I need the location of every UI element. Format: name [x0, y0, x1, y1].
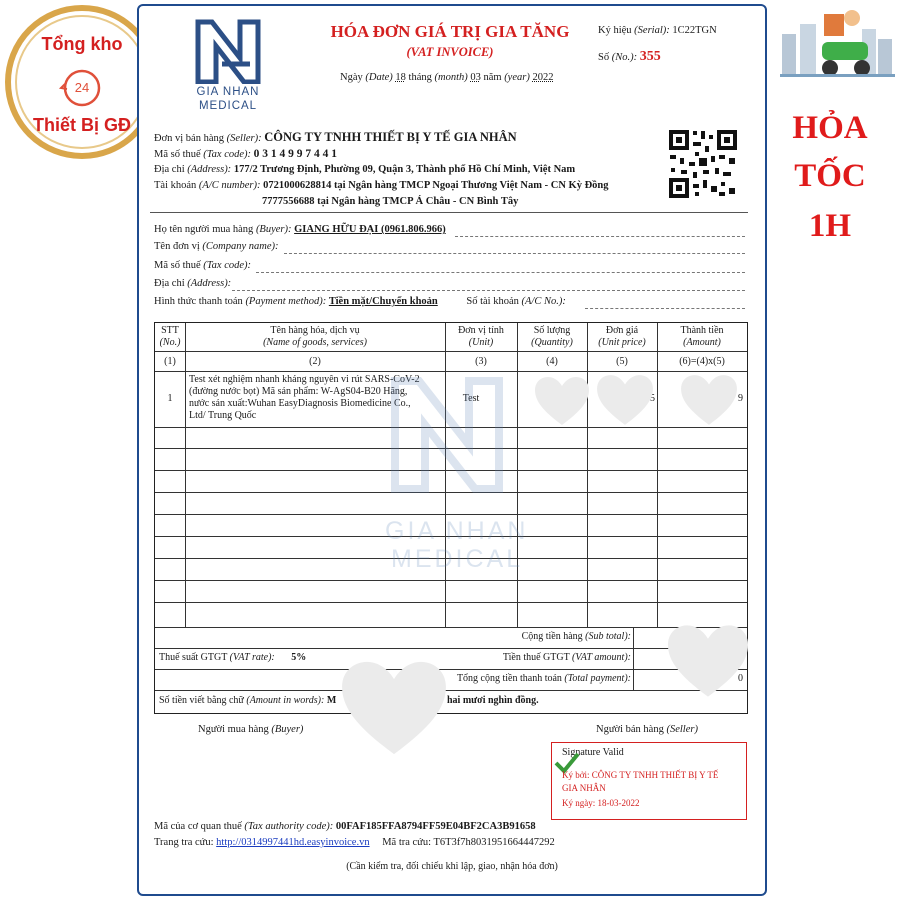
badge-24: 24: [74, 80, 90, 95]
buyer-address-line: [232, 290, 745, 291]
invoice-number: Số (No.): 355: [598, 49, 661, 64]
digital-signature-box: [551, 742, 747, 820]
header-name: Tên hàng hóa, dịch vụ (Name of goods, services): [263, 325, 367, 348]
total-label: Tổng cộng tiền thanh toán (Total payment):: [456, 673, 631, 684]
badge-line1: Tổng kho: [41, 34, 123, 54]
index-4: (4): [546, 356, 558, 367]
qr-code-icon: [667, 128, 739, 200]
invoice-title: HÓA ĐƠN GIÁ TRỊ GIA TĂNG: [330, 22, 570, 41]
col-line: [587, 323, 588, 627]
invoice-date: Ngày (Date) 18 tháng (month) 03 năm (year) 2022: [340, 72, 554, 83]
index-3: (3): [475, 356, 487, 367]
index-1: (1): [164, 356, 176, 367]
privacy-heart-icon: [338, 658, 450, 758]
item-amount: 9: [738, 393, 743, 404]
buyer-tax-row: Mã số thuế (Tax code):: [154, 260, 252, 271]
delivery-icon: [780, 4, 895, 89]
lookup-link[interactable]: http://0314997441hd.easyinvoice.vn: [216, 837, 370, 848]
item-stt: 1: [167, 393, 173, 404]
buyer-name-row: Họ tên người mua hàng (Buyer): GIANG HỮU ĐẠI (0961.806.966): [154, 224, 446, 235]
header-amount: Thành tiền (Amount): [680, 325, 724, 348]
lookup-row: Trang tra cứu: http://0314997441hd.easyinvoice.vn Mã tra cứu: T6T3f7h8031951664447292: [154, 837, 555, 848]
row-line: [155, 580, 747, 581]
vat-amount-label: Tiền thuế GTGT (VAT amount):: [502, 652, 631, 663]
row-line: [155, 627, 747, 628]
amount-in-words: Số tiền viết bằng chữ (Amount in words): M: [159, 695, 337, 706]
total-value: 0: [738, 673, 743, 684]
signed-date: Ký ngày: 18-03-2022: [562, 798, 640, 808]
signed-by-line1: Ký bởi: CÔNG TY TNHH THIẾT BỊ Y TẾ: [562, 770, 719, 780]
col-line: [185, 323, 186, 627]
watermark-line2: MEDICAL: [391, 545, 524, 573]
buyer-account-line: [585, 308, 745, 309]
item-unit: Test: [462, 393, 480, 404]
header-stt: STT (No.): [159, 325, 181, 348]
amount-in-words-tail: hai mươi nghìn đồng.: [447, 695, 539, 706]
item-price: 5: [650, 393, 655, 404]
privacy-heart-icon: [679, 373, 739, 427]
buyer-company-row: Tên đơn vị (Company name):: [154, 241, 279, 252]
total-col-line: [633, 627, 634, 690]
seller-address-row: Địa chỉ (Address): 177/2 Trương Định, Phường 09, Quận 3, Thành phố Hồ Chí Minh, Việt Nam: [154, 164, 576, 175]
company-logo: [192, 18, 264, 118]
buyer-payment-row: Hình thức thanh toán (Payment method): Tiền mặt/Chuyển khoản Số tài khoản (A/C No.):: [154, 296, 566, 307]
tax-authority-code: Mã của cơ quan thuế (Tax authority code): 00FAF185FFA8794FF59E04BF2CA3B91658: [154, 821, 536, 832]
buyer-signature-label: Người mua hàng (Buyer): [198, 724, 304, 735]
row-line: [155, 602, 747, 603]
row-line: [155, 371, 747, 372]
seller-signature-label: Người bán hàng (Seller): [596, 724, 698, 735]
qr-code: [667, 128, 739, 200]
promo-line1: HỎA: [792, 110, 868, 146]
invoice-subtitle: (VAT INVOICE): [406, 45, 494, 59]
index-6: (6)=(4)x(5): [679, 356, 725, 367]
watermark-logo-icon: [387, 375, 505, 493]
logo-line1: GIA NHAN: [196, 86, 260, 98]
promo-line3: 1H: [808, 208, 852, 244]
buyer-name-line: [455, 236, 745, 237]
header-price: Đơn giá (Unit price): [598, 325, 646, 348]
invoice-serial: Ký hiệu (Serial): 1C22TGN: [598, 25, 717, 36]
logo-mark-icon: [192, 18, 264, 84]
seller-account-row2: 7777556688 tại Ngân hàng TMCP Á Châu - CN Bình Tây: [262, 196, 519, 207]
row-line: [155, 351, 747, 352]
watermark-line1: GIA NHAN: [385, 517, 529, 545]
index-5: (5): [616, 356, 628, 367]
items-table: [154, 322, 748, 714]
seller-account-row: Tài khoản (A/C number): 0721000628814 tại Ngân hàng TMCP Ngoại Thương Việt Nam - CN Kỳ Đồng: [154, 180, 609, 191]
seller-name-row: Đơn vị bán hàng (Seller): CÔNG TY TNHH THIẾT BỊ Y TẾ GIA NHÂN: [154, 130, 517, 144]
signed-by-line2: GIA NHÂN: [562, 783, 606, 793]
index-2: (2): [309, 356, 321, 367]
item-name: Test xét nghiệm nhanh kháng nguyên vi rút SARS-CoV-2 (đường nước bọt) Mã sản phẩm: W-AgS04-B20 Hãng, nước sản xuất:Wuhan EasyDiagnosis Biomedicine Co., Ltd/ Trung Quốc: [189, 374, 420, 421]
badge-line2: Thiết Bị GĐ: [33, 115, 131, 135]
col-line: [657, 323, 658, 627]
privacy-heart-icon: [665, 621, 751, 701]
divider: [150, 212, 748, 213]
row-line: [155, 514, 747, 515]
logo-line2: MEDICAL: [198, 100, 258, 112]
header-unit: Đơn vị tính (Unit): [458, 325, 504, 348]
promo-line2: TỐC: [794, 158, 866, 194]
buyer-address-row: Địa chỉ (Address):: [154, 278, 232, 289]
privacy-heart-icon: [595, 373, 655, 427]
seller-tax-row: Mã số thuế (Tax code): 0 3 1 4 9 9 7 4 4 1: [154, 148, 338, 160]
subtotal-label: Cộng tiền hàng (Sub total):: [521, 631, 631, 642]
vat-rate: Thuế suất GTGT (VAT rate): 5%: [159, 652, 307, 663]
privacy-heart-icon: [533, 375, 591, 427]
row-line: [155, 648, 747, 649]
footer-note: (Cần kiểm tra, đối chiếu khi lập, giao, nhận hóa đơn): [346, 861, 558, 872]
buyer-tax-line: [256, 272, 745, 273]
col-line: [517, 323, 518, 627]
signature-valid: Signature Valid: [562, 747, 624, 758]
row-line: [155, 669, 747, 670]
header-qty: Số lượng (Quantity): [531, 325, 573, 348]
buyer-company-line: [284, 253, 745, 254]
row-line: [155, 690, 747, 691]
